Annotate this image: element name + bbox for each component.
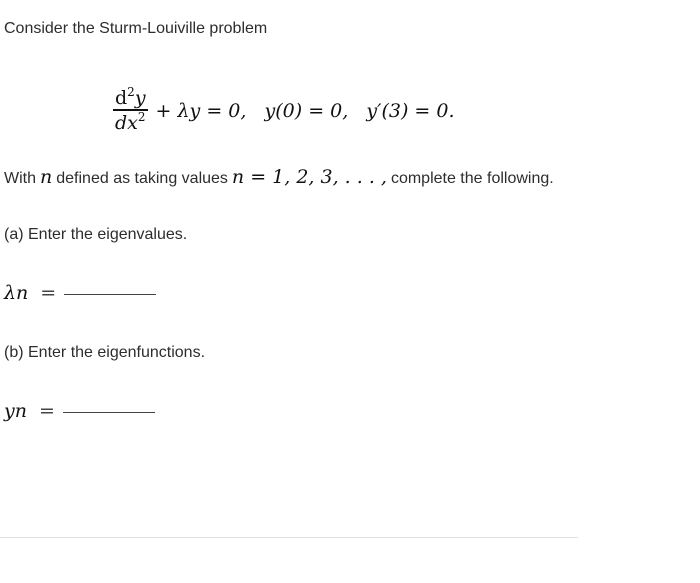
eigenfunction-answer-blank[interactable] <box>63 411 155 413</box>
sturm-liouville-equation <box>113 82 455 140</box>
n-values: n = 1, 2, 3, . . . , <box>231 166 387 188</box>
with-middle: defined as taking values <box>56 170 228 187</box>
n-variable: n <box>40 166 53 188</box>
y-n-label: yn <box>4 400 27 422</box>
with-suffix: complete the following. <box>390 170 554 187</box>
equals-sign: = <box>38 400 55 422</box>
second-derivative-fraction <box>113 87 148 134</box>
eigenvalue-answer-blank[interactable] <box>64 293 156 295</box>
eigenvalue-answer-row <box>4 282 156 304</box>
with-n-line <box>4 166 554 188</box>
part-a-label: (a) Enter the eigenvalues. <box>4 226 188 243</box>
equals-sign: = <box>40 282 57 304</box>
lambda-n-label: λn <box>4 282 29 304</box>
part-b-label: (b) Enter the eigenfunctions. <box>4 344 206 361</box>
with-prefix: With <box>4 170 36 187</box>
divider <box>0 537 578 538</box>
fraction-numerator: $d^2y$ <box>115 85 146 110</box>
equation-boundary-conditions: + λy = 0, y(0) = 0, y′(3) = 0. <box>155 100 455 122</box>
fraction-denominator: $dx^2$ <box>115 109 146 134</box>
eigenfunction-answer-row <box>4 400 155 422</box>
intro-text: Consider the Sturm-Louiville problem <box>4 20 268 37</box>
